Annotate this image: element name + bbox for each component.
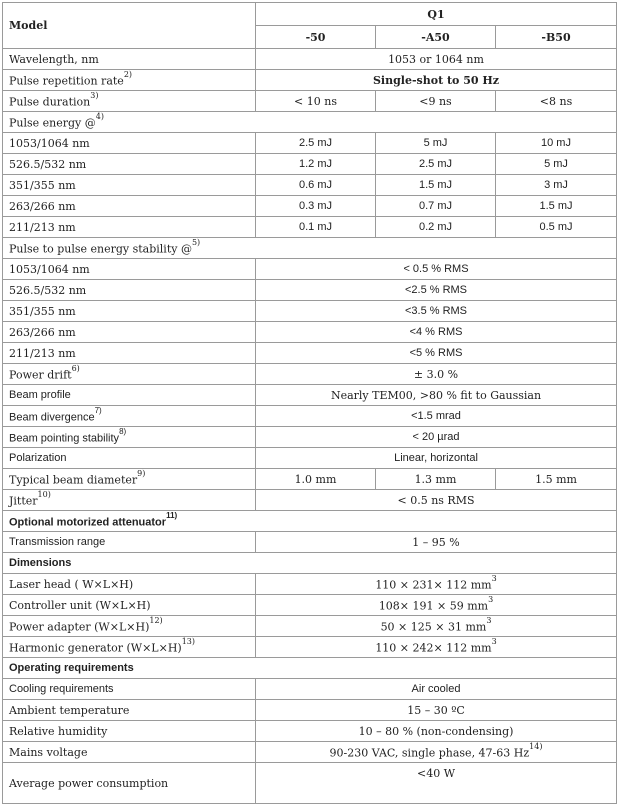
row-label: Power adapter (W×L×H)$^{12)}$: [3, 616, 256, 637]
table-row: [3, 49, 617, 70]
table-row: [3, 700, 617, 721]
variant-header: -B50: [496, 26, 617, 49]
row-label: 263/266 nm: [3, 196, 256, 217]
group-header: Q1: [256, 3, 617, 26]
row-value: 0.7 mJ: [376, 196, 496, 217]
section-heading: Operating requirements: [3, 658, 617, 679]
row-value: 0.6 mJ: [256, 175, 376, 196]
row-value: < 20 µrad: [256, 427, 617, 448]
row-label: Typical beam diameter$^{9)}$: [3, 469, 256, 490]
unit-exponent: 3: [491, 636, 497, 646]
row-label: Transmission range: [3, 532, 256, 553]
row-value: Air cooled: [256, 679, 617, 700]
section-heading: Dimensions: [3, 553, 617, 574]
row-label: 351/355 nm: [3, 175, 256, 196]
table-row: [3, 154, 617, 175]
table-row: [3, 490, 617, 511]
table-header-row: [3, 3, 617, 26]
row-value: 10 – 80 % (non-condensing): [256, 721, 617, 742]
row-value: 3 mJ: [496, 175, 617, 196]
unit-exponent: 3: [491, 573, 497, 583]
table-row: [3, 469, 617, 490]
table-row: [3, 532, 617, 553]
footnote-ref: 2): [123, 69, 133, 79]
row-label: Wavelength, nm: [3, 49, 256, 70]
table-row: [3, 616, 617, 637]
row-label: Jitter$^{10)}$: [3, 490, 256, 511]
row-label: Beam pointing stability$^{8)}$: [3, 427, 256, 448]
row-value: 1.5 mJ: [496, 196, 617, 217]
row-label: Beam profile: [3, 385, 256, 406]
table-row: [3, 112, 617, 133]
row-label: Harmonic generator (W×L×H)$^{13)}$: [3, 637, 256, 658]
table-row: [3, 133, 617, 154]
row-label: Polarization: [3, 448, 256, 469]
row-value: <2.5 % RMS: [256, 280, 617, 301]
row-value: Linear, horizontal: [256, 448, 617, 469]
table-row: [3, 427, 617, 448]
table-row: [3, 91, 617, 112]
row-label: Cooling requirements: [3, 679, 256, 700]
footnote-ref: 11): [166, 510, 178, 520]
row-value: < 0.5 % RMS: [256, 259, 617, 280]
table-row: [3, 301, 617, 322]
row-label: Pulse repetition rate$^{2)}$: [3, 70, 256, 91]
table-row: [3, 637, 617, 658]
row-value: ± 3.0 %: [256, 364, 617, 385]
table-row: [3, 364, 617, 385]
table-row: [3, 406, 617, 427]
row-value: <4 % RMS: [256, 322, 617, 343]
table-row: [3, 175, 617, 196]
table-row: [3, 343, 617, 364]
row-value: 1.5 mm: [496, 469, 617, 490]
row-value: 110 × 242× 112 mm$^3$: [256, 637, 617, 658]
row-value: 10 mJ: [496, 133, 617, 154]
row-label: 263/266 nm: [3, 322, 256, 343]
footnote-ref: 3): [90, 90, 99, 100]
row-value: 5 mJ: [496, 154, 617, 175]
table-row: [3, 658, 617, 679]
row-label: Laser head ( W×L×H): [3, 574, 256, 595]
table-row: [3, 238, 617, 259]
row-value: 15 – 30 ºC: [256, 700, 617, 721]
row-label: Beam divergence$^{7)}$: [3, 406, 256, 427]
row-value: 1 – 95 %: [256, 532, 617, 553]
row-label: Controller unit (W×L×H): [3, 595, 256, 616]
row-label: Power drift$^{6)}$: [3, 364, 256, 385]
table-row: [3, 511, 617, 532]
footnote-ref: 8): [119, 426, 127, 436]
row-label: 351/355 nm: [3, 301, 256, 322]
footnote-ref: 6): [71, 363, 80, 373]
row-value: 5 mJ: [376, 133, 496, 154]
row-value: 50 × 125 × 31 mm$^3$: [256, 616, 617, 637]
row-value: 1053 or 1064 nm: [256, 49, 617, 70]
table-row: [3, 721, 617, 742]
row-value: 108× 191 × 59 mm$^3$: [256, 595, 617, 616]
footnote-ref: 9): [137, 468, 146, 478]
row-value: 90-230 VAC, single phase, 47-63 Hz$^{14)}$: [256, 742, 617, 763]
table-row: [3, 595, 617, 616]
row-value: 1.5 mJ: [376, 175, 496, 196]
specifications-table: [2, 2, 617, 804]
row-label: 211/213 nm: [3, 217, 256, 238]
unit-exponent: 3: [488, 594, 494, 604]
row-label: Mains voltage: [3, 742, 256, 763]
footnote-ref: 13): [181, 636, 196, 646]
table-row: [3, 280, 617, 301]
row-value: <3.5 % RMS: [256, 301, 617, 322]
table-row: [3, 70, 617, 91]
table-row: [3, 553, 617, 574]
row-label: Ambient temperature: [3, 700, 256, 721]
row-value: 2.5 mJ: [256, 133, 376, 154]
row-value: 0.3 mJ: [256, 196, 376, 217]
row-label: 526.5/532 nm: [3, 154, 256, 175]
footnote-ref: 4): [95, 111, 104, 121]
table-row: [3, 448, 617, 469]
table-row: [3, 322, 617, 343]
table-row: [3, 763, 617, 804]
row-value: 0.1 mJ: [256, 217, 376, 238]
section-label: Pulse energy @$^{4)}$: [3, 112, 617, 133]
footnote-ref: 7): [94, 405, 102, 415]
row-label: Pulse duration$^{3)}$: [3, 91, 256, 112]
row-value: < 0.5 ns RMS: [256, 490, 617, 511]
footnote-ref: 12): [149, 615, 163, 625]
row-value: 1.3 mm: [376, 469, 496, 490]
row-label: 211/213 nm: [3, 343, 256, 364]
row-value: <5 % RMS: [256, 343, 617, 364]
table-row: [3, 217, 617, 238]
row-value: 1.0 mm: [256, 469, 376, 490]
row-label: 1053/1064 nm: [3, 133, 256, 154]
row-value: 0.2 mJ: [376, 217, 496, 238]
row-value: <40 W: [256, 763, 617, 804]
row-value: <9 ns: [376, 91, 496, 112]
table-row: [3, 196, 617, 217]
row-value: <8 ns: [496, 91, 617, 112]
row-label: Relative humidity: [3, 721, 256, 742]
row-value: 0.5 mJ: [496, 217, 617, 238]
variant-header: -50: [256, 26, 376, 49]
footnote-ref: 10): [37, 489, 51, 499]
section-heading: Optional motorized attenuator$^{11)}$: [3, 511, 617, 532]
row-label: Average power consumption: [3, 763, 256, 804]
table-row: [3, 259, 617, 280]
footnote-ref: 14): [529, 741, 543, 751]
table-row: [3, 742, 617, 763]
row-value: < 10 ns: [256, 91, 376, 112]
model-header: Model: [3, 3, 256, 49]
row-label: 1053/1064 nm: [3, 259, 256, 280]
row-value: 110 × 231× 112 mm$^3$: [256, 574, 617, 595]
footnote-ref: 5): [191, 237, 201, 247]
row-label: 526.5/532 nm: [3, 280, 256, 301]
variant-header: -A50: [376, 26, 496, 49]
row-value: 2.5 mJ: [376, 154, 496, 175]
row-value: 1.2 mJ: [256, 154, 376, 175]
section-label: Pulse to pulse energy stability @$^{5)}$: [3, 238, 617, 259]
unit-exponent: 3: [486, 615, 492, 625]
table-row: [3, 679, 617, 700]
table-row: [3, 574, 617, 595]
table-row: [3, 385, 617, 406]
row-value: Single-shot to 50 Hz: [256, 70, 617, 91]
row-value: Nearly TEM00, >80 % fit to Gaussian: [256, 385, 617, 406]
row-value: <1.5 mrad: [256, 406, 617, 427]
